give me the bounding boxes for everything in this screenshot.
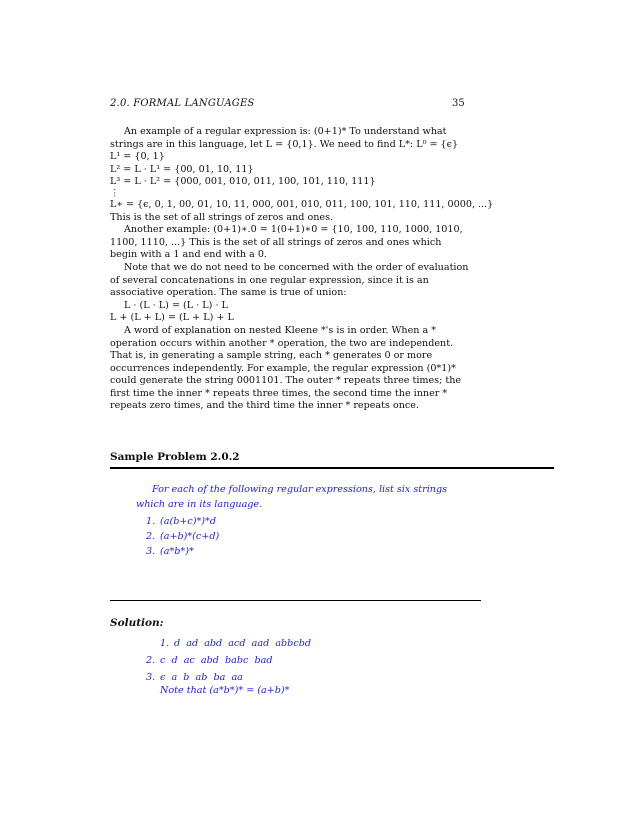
- solution-note: [146, 685, 289, 697]
- solution-item-number: 2.: [146, 655, 156, 666]
- problem-item: [146, 544, 219, 559]
- math-l2: L² = L · L¹ = {00, 01, 10, 11}: [110, 163, 254, 175]
- math-l1: L¹ = {0, 1}: [110, 151, 165, 163]
- paragraph-set-description: This is the set of all strings of zeros and ones.: [110, 211, 334, 223]
- sample-problem-title: Sample Problem 2.0.2: [110, 451, 240, 463]
- solution-item-number: 3.: [146, 672, 156, 683]
- math-concat-assoc: L · (L · L) = (L · L) · L: [124, 299, 228, 311]
- solution-item: [160, 636, 311, 651]
- vertical-ellipsis: ⋮: [110, 187, 120, 199]
- running-header: 2.0. FORMAL LANGUAGES: [110, 98, 255, 109]
- solution-item-number: 1.: [160, 638, 170, 649]
- problem-item-expression: (a*b*)*: [160, 546, 194, 557]
- problem-item-number: 3.: [146, 546, 156, 557]
- solution-title: Solution:: [110, 617, 164, 629]
- paragraph-another-example: Another example: (0+1)∗.0 = 1(0+1)∗0 = {10, 100, 110, 1000, 1010, 1100, 1110, ...} This is the set of all strings of zeros and ones which begin with a 1 and end with a 0.: [110, 224, 463, 261]
- solution-item: [146, 653, 289, 668]
- problem-item-number: 2.: [146, 531, 156, 542]
- problem-list: [146, 514, 219, 559]
- solution-item-text: ϵ a b ab ba aa: [160, 672, 243, 683]
- main-text: [110, 126, 494, 413]
- problem-intro: [136, 482, 456, 512]
- divider-thin: [110, 600, 481, 601]
- math-union-assoc: L + (L + L) = (L + L) + L: [110, 312, 234, 324]
- math-l3: L³ = L · L² = {000, 001, 010, 011, 100, 101, 110, 111}: [110, 176, 376, 188]
- solution-item-text: c d ac abd babc bad: [160, 655, 273, 666]
- problem-item-number: 1.: [146, 516, 156, 527]
- paragraph-associativity: Note that we do not need to be concerned with the order of evaluation of several concatenations in one regular expression, since it is an associative operation. The same is true of union:: [110, 261, 469, 299]
- problem-item-expression: (a+b)*(c+d): [160, 531, 220, 542]
- problem-item: [146, 514, 219, 529]
- solution-list: [146, 653, 289, 697]
- paragraph-regex-example: An example of a regular expression is: (0+1)* To understand what strings are in this language, let L = {0,1}. We need to find L*: L⁰ = {ϵ}: [110, 126, 459, 150]
- solution-note-text: Note that (a*b*)* = (a+b)*: [160, 685, 290, 696]
- problem-item: [146, 529, 219, 544]
- solution-item-text: d ad abd acd aad abbcbd: [174, 638, 311, 649]
- divider-thick: [110, 467, 554, 469]
- paragraph-nested-kleene: A word of explanation on nested Kleene *'s is in order. When a * operation occurs within another * operation, the two are independent. That is, in generating a sample string, each * generates 0 or more occurrences independently. For example, the regular expression (0*1)* could generate the string 0001101. The outer * repeats three times; the first time the inner * repeats three times, the second time the inner * repeats zero times, and the third time the inner * repeats once.: [110, 324, 462, 412]
- page-number: 35: [452, 98, 465, 109]
- problem-item-expression: (a(b+c)*)*d: [160, 516, 216, 527]
- math-lstar: L∗ = {ϵ, 0, 1, 00, 01, 10, 11, 000, 001, 010, 011, 100, 101, 110, 111, 0000, ...}: [110, 198, 494, 210]
- problem-intro-text: For each of the following regular expressions, list six strings which are in its language.: [136, 484, 448, 510]
- solution-item: [146, 670, 289, 685]
